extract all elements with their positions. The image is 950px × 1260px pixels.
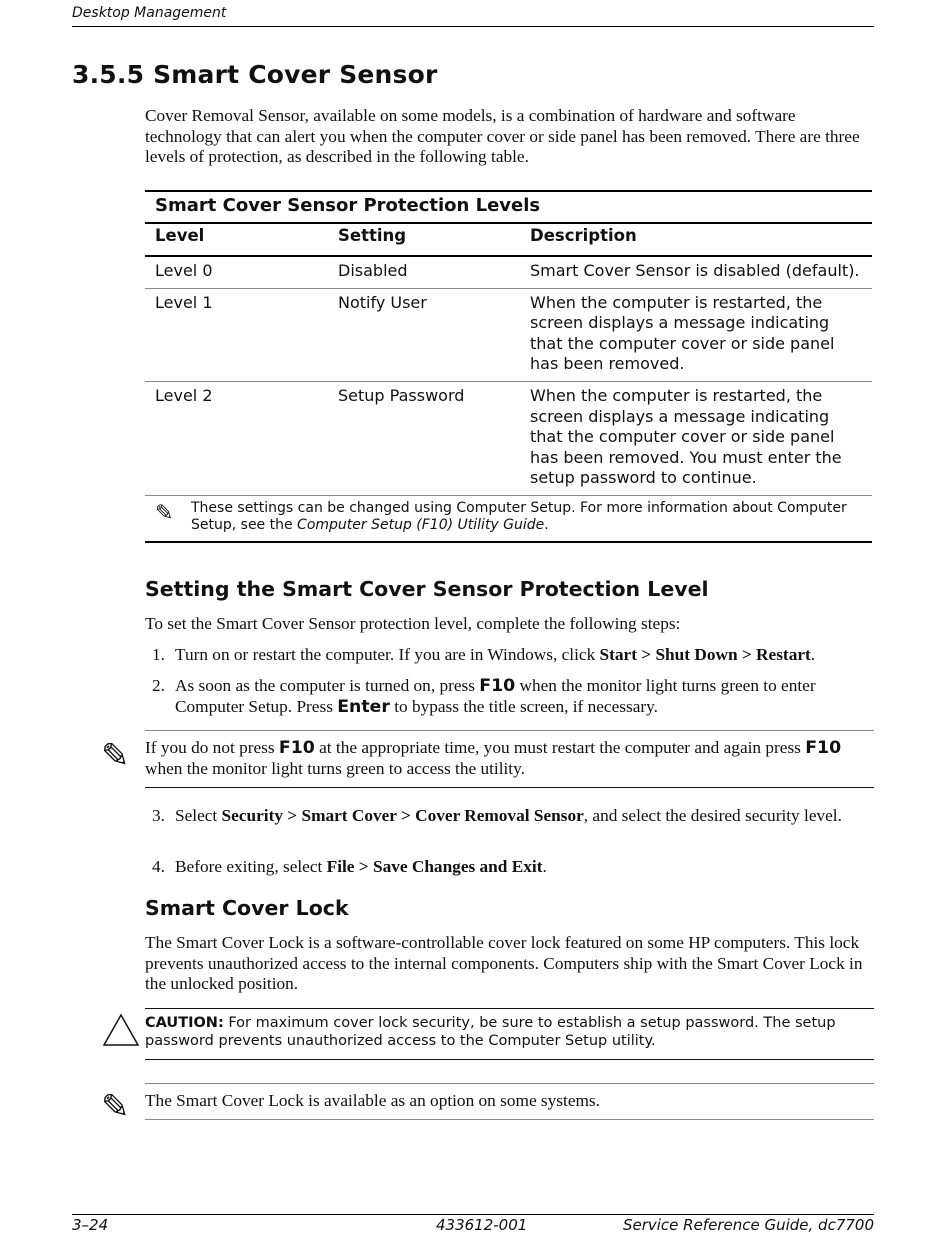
f10-note: If you do not press F10 at the appropriate time, you must restart the computer and again press F10 when the monitor light turns green to access the utility. [145, 738, 842, 778]
caution-note: CAUTION: For maximum cover lock security, be sure to establish a setup password. The setup password prevents unauthorized access to the Computer Setup utility. [145, 1015, 836, 1049]
table-row [145, 289, 872, 381]
step-number: 3. [152, 806, 165, 825]
lock-option-note: The Smart Cover Lock is available as an option on some systems. [145, 1091, 600, 1110]
step-1: 1. Turn on or restart the computer. If you are in Windows, click Start > Shut Down > Restart. [152, 645, 816, 664]
key-f10: F10 [479, 676, 516, 696]
step-number: 1. [152, 645, 165, 664]
table-header-row [145, 224, 872, 255]
key-f10: F10 [278, 738, 315, 758]
note-bottom-rule [145, 1119, 874, 1120]
cell-description: When the computer is restarted, the screen displays a message indicating that the computer cover or side panel has been removed. You must enter the setup password to continue. [530, 385, 842, 488]
table-caption: Smart Cover Sensor Protection Levels [155, 195, 541, 216]
footer-rule [72, 1214, 874, 1215]
table-note-text: These settings can be changed using Computer Setup. For more information about Computer Setup, see the Computer Setup (F10) Utility Guide. [191, 499, 847, 533]
caution-label: CAUTION: [145, 1015, 224, 1031]
step-2: 2. As soon as the computer is turned on, press F10 when the monitor light turns green to enter Computer Setup. Press Enter to bypass the title screen, if necessary. [152, 676, 816, 717]
cell-level: Level 1 [155, 292, 213, 312]
pencil-note-icon: ✎ [101, 1089, 130, 1126]
caution-bottom-rule [145, 1059, 874, 1060]
procedure-heading: Setting the Smart Cover Sensor Protection Level [145, 577, 709, 601]
note-top-rule [145, 730, 874, 731]
column-header-setting: Setting [338, 226, 407, 245]
caution-triangle-icon [102, 1013, 140, 1047]
pencil-note-icon: ✎ [101, 738, 130, 775]
pencil-note-icon: ✎ [155, 500, 174, 526]
section-intro: Cover Removal Sensor, available on some models, is a combination of hardware and software technology that can alert you when the computer cover or side panel has been removed. There are three levels of protection, as described in the following table. [145, 106, 860, 166]
section-title: 3.5.5 Smart Cover Sensor [72, 60, 438, 89]
table-row [145, 257, 872, 288]
key-enter: Enter [337, 696, 390, 717]
column-header-level: Level [155, 226, 205, 245]
table-bottom-rule [145, 541, 872, 543]
running-header: Desktop Management [72, 5, 227, 21]
guide-title: Service Reference Guide, dc7700 [622, 1216, 874, 1234]
cell-setting: Setup Password [338, 385, 465, 405]
step-number: 4. [152, 857, 165, 876]
step-number: 2. [152, 676, 165, 695]
lock-description: The Smart Cover Lock is a software-controllable cover lock featured on some HP computers. This lock prevents unauthorized access to the internal components. Computers ship with the Smart Cover Lock in the unlocked position. [145, 933, 863, 993]
step-4: 4. Before exiting, select File > Save Changes and Exit. [152, 857, 547, 876]
table-note [145, 496, 872, 541]
table-row [145, 382, 872, 495]
utility-guide-reference: Computer Setup (F10) Utility Guide [297, 516, 545, 533]
menu-path: Security > Smart Cover > Cover Removal Sensor [221, 806, 584, 825]
page-number: 3–24 [72, 1216, 109, 1234]
cell-description: Smart Cover Sensor is disabled (default). [530, 261, 860, 280]
step-3: 3. Select Security > Smart Cover > Cover Removal Sensor, and select the desired security level. [152, 806, 842, 825]
note-top-rule [145, 1083, 874, 1084]
cell-setting: Notify User [338, 292, 427, 312]
key-f10: F10 [805, 738, 842, 758]
cell-setting: Disabled [338, 261, 408, 280]
cell-description: When the computer is restarted, the screen displays a message indicating that the computer cover or side panel has been removed. [530, 292, 835, 374]
procedure-intro: To set the Smart Cover Sensor protection level, complete the following steps: [145, 614, 681, 633]
column-header-description: Description [530, 226, 637, 245]
header-rule [72, 26, 874, 27]
cell-level: Level 2 [155, 385, 213, 405]
note-bottom-rule [145, 787, 874, 788]
lock-heading: Smart Cover Lock [145, 896, 349, 920]
part-number: 433612-001 [436, 1216, 528, 1234]
caution-top-rule [145, 1008, 874, 1009]
menu-path: Start > Shut Down > Restart [599, 645, 811, 664]
menu-path: File > Save Changes and Exit [326, 857, 543, 876]
protection-levels-table [145, 190, 872, 543]
cell-level: Level 0 [155, 261, 213, 280]
